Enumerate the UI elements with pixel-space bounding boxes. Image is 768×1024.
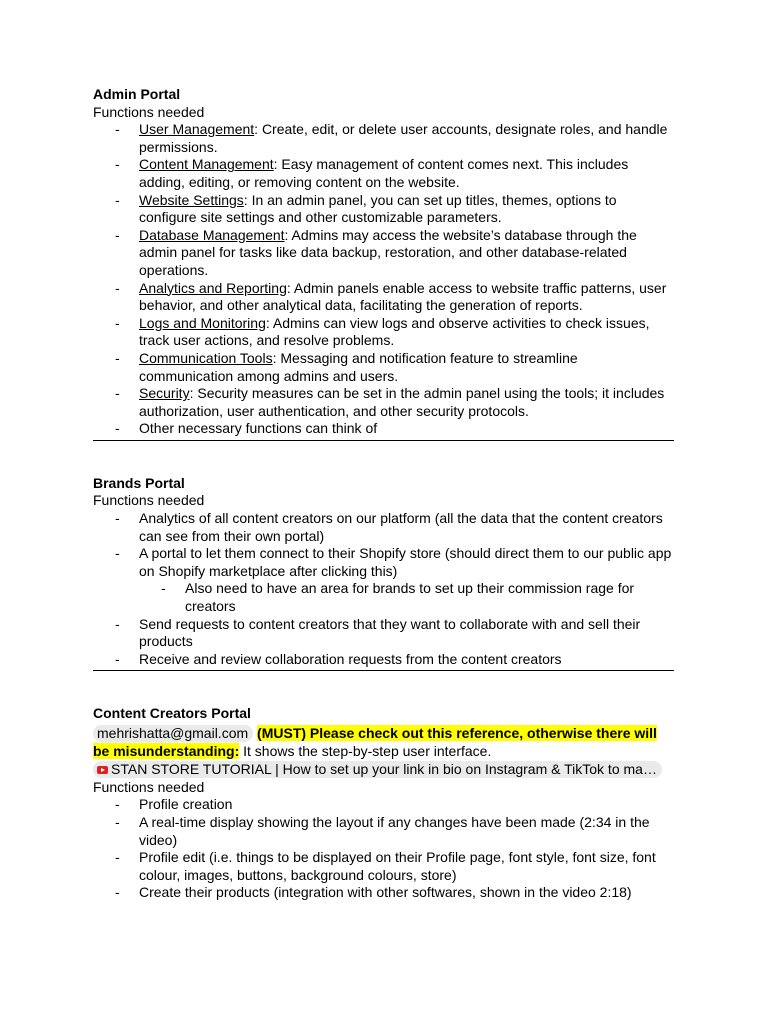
reference-note-text: It shows the step-by-step user interface.	[239, 742, 492, 759]
brands-portal-heading: Brands Portal	[93, 474, 185, 491]
content-management-link: Content Management	[139, 156, 274, 173]
list-item-text: : Admin panels enable access to website traffic patterns, user behavior, and other analytical data, facilitating the generation of reports.	[139, 279, 667, 314]
creators-portal-heading: Content Creators Portal	[93, 705, 251, 722]
list-item	[139, 545, 674, 615]
list-item	[139, 156, 674, 191]
mention-chip[interactable]: mehrishatta@gmail.com	[93, 725, 253, 742]
list-item-text: : Create, edit, or delete user accounts, designate roles, and handle permissions.	[139, 121, 668, 155]
admin-functions-list	[93, 121, 674, 438]
youtube-icon	[97, 766, 108, 774]
analytics-reporting-link: Analytics and Reporting	[139, 279, 287, 296]
list-item	[139, 192, 674, 227]
video-link-title: STAN STORE TUTORIAL | How to set up your link in bio on Instagram & TikTok to ma…	[111, 761, 657, 778]
list-item: - A real-time display showing the layout if any changes have been made (2:34 in the video)	[139, 814, 674, 849]
list-item	[139, 350, 674, 385]
list-item: - Profile creation	[139, 796, 674, 814]
list-item	[139, 385, 674, 420]
logs-monitoring-link: Logs and Monitoring	[139, 314, 266, 331]
list-item: - Profile edit (i.e. things to be displayed on their Profile page, font style, font size, font colour, images, buttons, background colours, store)	[139, 849, 674, 884]
admin-functions-label: Functions needed	[93, 103, 205, 120]
list-item-text: : In an admin panel, you can set up titles, themes, options to configure site settings and other customizable parameters.	[139, 191, 617, 226]
creators-functions-label: Functions needed	[93, 778, 205, 795]
list-item: - Create their products (integration with other softwares, shown in the video 2:18)	[139, 884, 674, 902]
brands-functions-list	[93, 510, 674, 668]
brands-functions-label: Functions needed	[93, 492, 205, 509]
list-item-text: Other necessary functions can think of	[139, 420, 378, 437]
list-item-text: : Admins may access the website’s database through the admin panel for tasks like data backup, restoration, and other database-related operations.	[139, 226, 637, 278]
list-item	[139, 121, 674, 156]
list-item-text: : Easy management of content comes next. This includes adding, editing, or removing content on the website.	[139, 156, 629, 190]
list-item: - Receive and review collaboration requests from the content creators	[139, 651, 674, 669]
reference-note	[93, 725, 674, 760]
list-item: - Send requests to content creators that they want to collaborate with and sell their products	[139, 616, 674, 651]
document-body	[93, 86, 674, 902]
list-item: - Analytics of all content creators on our platform (all the data that the content creators can see from their own portal)	[139, 510, 674, 545]
list-item	[139, 227, 674, 280]
security-link: Security	[139, 385, 190, 402]
list-item	[139, 280, 674, 315]
list-item-text: : Admins can view logs and observe activities to check issues, track user actions, and resolve problems.	[139, 314, 650, 349]
list-item	[139, 315, 674, 350]
website-settings-link: Website Settings	[139, 191, 244, 208]
video-link-chip[interactable]	[93, 761, 662, 778]
user-management-link: User Management	[139, 121, 255, 138]
communication-tools-link: Communication Tools	[139, 349, 273, 366]
highlighted-warning: (MUST) Please check out this reference, otherwise there will be misunderstanding:	[93, 725, 657, 759]
list-item-text: : Security measures can be set in the admin panel using the tools; it includes authorization, user authentication, and other security protocols.	[139, 385, 665, 419]
database-management-link: Database Management	[139, 226, 285, 243]
creators-functions-list	[93, 796, 674, 902]
brands-sub-list	[139, 580, 674, 615]
list-item-text: : Messaging and notification feature to streamline communication among admins and users.	[139, 349, 578, 384]
admin-portal-heading: Admin Portal	[93, 86, 181, 102]
list-item: - Also need to have an area for brands to set up their commission rage for creators	[185, 580, 674, 615]
list-item-text: A portal to let them connect to their Shopify store (should direct them to our public app on Shopify marketplace after clicking this)	[139, 545, 672, 579]
list-item	[139, 420, 674, 438]
